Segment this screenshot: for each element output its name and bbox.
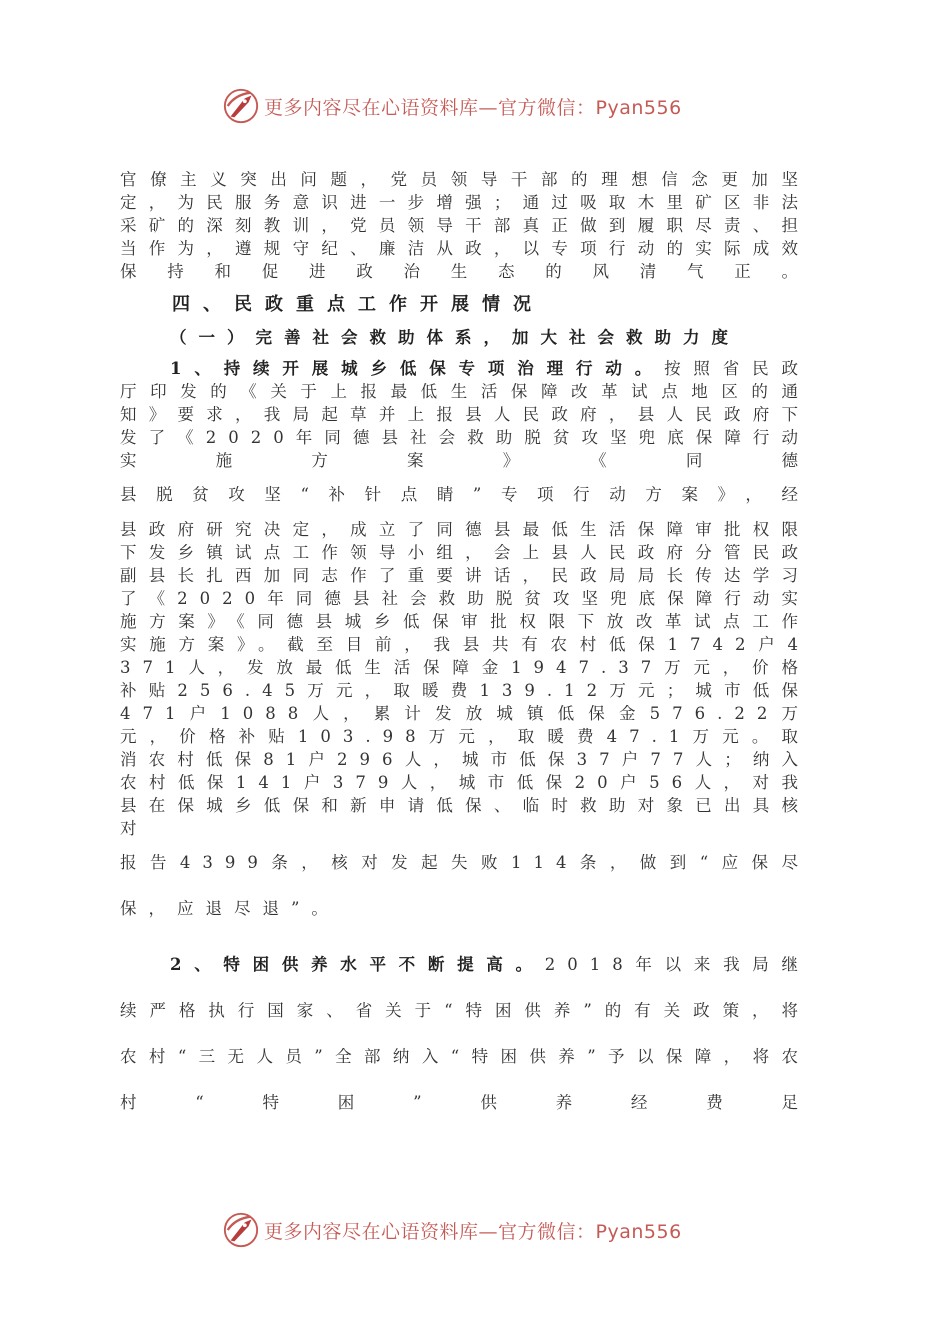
item2-paragraph [120,942,810,1126]
item1-paragraph [120,357,810,472]
paragraph-intro: 官僚主义突出问题，党员领导干部的理想信念更加坚定，为民服务意识进一步增强；通过吸取木里矿区非法采矿的深刻教训，党员领导干部真正做到履职尽责、担当作为，遵规守纪、廉洁从政，以专项行动的实际成效保持和促进政治生态的风清气正。 [120,170,810,281]
banner-text: 更多内容尽在心语资料库—官方微信：Pyan556 [264,1220,682,1243]
subsection-heading: （一）完善社会救助体系，加大社会救助力度 [170,328,740,347]
document-body [120,168,810,1126]
item1-text-c: 县政府研究决定，成立了同德县最低生活保障审批权限下发乡镇试点工作领导小组，会上县人民政府分管民政副县长扎西加同志作了重要讲话，民政局局长传达学习了《2020年同德县社会救助脱贫攻坚兜底保障行动实施方案》《同德县城乡低保审批权限下放改革试点工作实施方案》。截至目前，我县共有农村低保1742户4371人，发放最低生活保障金1947.37万元，价格补贴256.45万元，取暖费139.12万元；城市低保471户1088人，累计发放城镇低保金576.22万元，价格补贴103.98万元，取暖费47.1万元。取消农村低保81户296人，城市低保37户77人；纳入农村低保141户379人，城市低保20户56人，对我县在保城乡低保和新申请低保、临时救助对象已出具核对 [120,520,810,838]
footer-banner [222,1210,742,1250]
item1-text-a: 按照省民政厅印发的《关于上报最低生活保障改革试点地区的通知》要求，我局起草并上报县人民政府，县人民政府下发了《2020年同德县社会救助脱贫攻坚兜底保障行动实施方案》《同德 [120,359,811,470]
item2-title: 2、特困供养水平不断提高。 [170,955,545,974]
header-banner [222,86,742,126]
pen-nib-icon [222,1211,260,1249]
item1-title: 1、持续开展城乡低保专项治理行动。 [170,359,665,378]
section-heading: 四、民政重点工作开展情况 [172,294,544,315]
item1-text-e: 保，应退尽退”。 [120,899,340,918]
item1-text-b: 县脱贫攻坚“补针点睛”专项行动方案》，经 [120,485,810,504]
wechat-id: Pyan556 [595,96,682,119]
banner-text: 更多内容尽在心语资料库—官方微信：Pyan556 [264,96,682,119]
pen-nib-icon [222,87,260,125]
item1-text-d: 报告4399条，核对发起失败114条，做到“应保尽 [120,853,810,872]
item2-text: 2018年以来我局继续严格执行国家、省关于“特困供养”的有关政策，将农村“三无人员”全部纳入“特困供养”予以保障，将农村“特困”供养经费足 [120,955,810,1112]
wechat-id: Pyan556 [595,1220,682,1243]
